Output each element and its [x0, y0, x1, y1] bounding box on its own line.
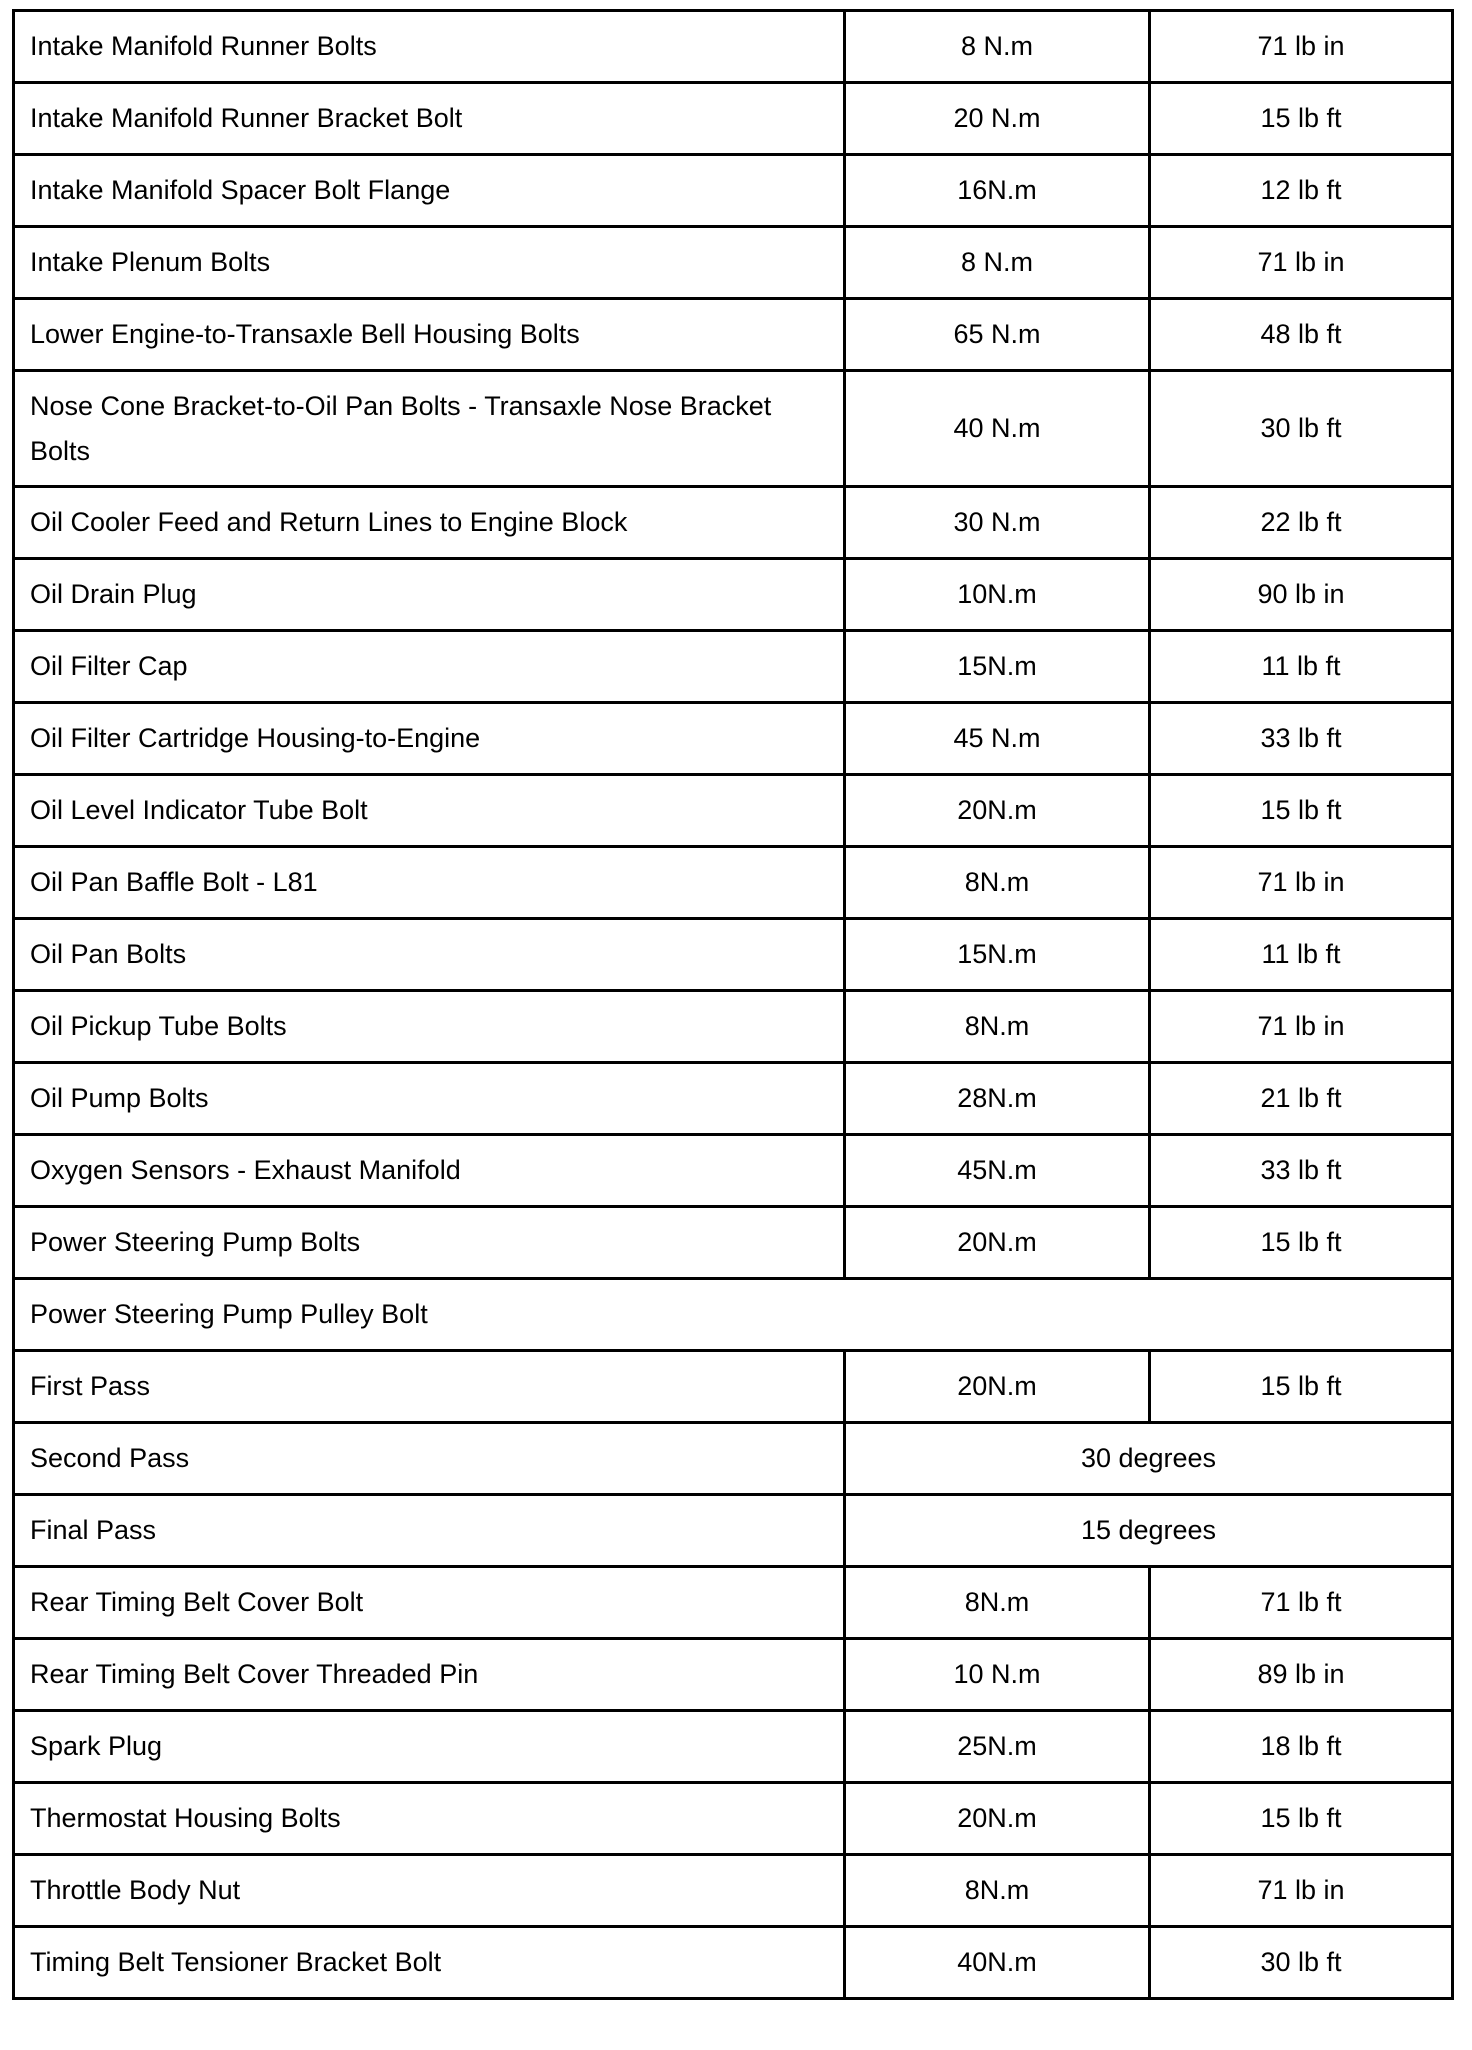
- component-description-cell: Lower Engine-to-Transaxle Bell Housing Bolts: [14, 299, 845, 371]
- table-row: [14, 299, 1453, 371]
- metric-torque-cell: 20N.m: [845, 1783, 1150, 1855]
- metric-torque-cell: 10N.m: [845, 559, 1150, 631]
- table-row: [14, 559, 1453, 631]
- metric-torque-cell: 8 N.m: [845, 227, 1150, 299]
- table-row: [14, 1567, 1453, 1639]
- metric-torque-cell: 15N.m: [845, 919, 1150, 991]
- english-torque-cell: 15 lb ft: [1150, 1783, 1453, 1855]
- component-description-cell: Rear Timing Belt Cover Threaded Pin: [14, 1639, 845, 1711]
- table-row: [14, 487, 1453, 559]
- component-description-cell: Thermostat Housing Bolts: [14, 1783, 845, 1855]
- metric-torque-cell: 20N.m: [845, 1351, 1150, 1423]
- metric-torque-cell: 8N.m: [845, 1567, 1150, 1639]
- table-row: [14, 919, 1453, 991]
- metric-torque-cell: 8N.m: [845, 847, 1150, 919]
- table-row: [14, 1927, 1453, 1999]
- component-description-cell: Oil Filter Cartridge Housing-to-Engine: [14, 703, 845, 775]
- component-description-cell: Power Steering Pump Bolts: [14, 1207, 845, 1279]
- angle-value-cell: 30 degrees: [845, 1423, 1453, 1495]
- component-description-cell: Oil Filter Cap: [14, 631, 845, 703]
- component-description-cell: Intake Plenum Bolts: [14, 227, 845, 299]
- table-row: [14, 1783, 1453, 1855]
- metric-torque-cell: 65 N.m: [845, 299, 1150, 371]
- component-description-cell: Oxygen Sensors - Exhaust Manifold: [14, 1135, 845, 1207]
- component-description-cell: Second Pass: [14, 1423, 845, 1495]
- component-description-cell: Oil Level Indicator Tube Bolt: [14, 775, 845, 847]
- english-torque-cell: 21 lb ft: [1150, 1063, 1453, 1135]
- component-description-cell: Spark Plug: [14, 1711, 845, 1783]
- component-description-cell: First Pass: [14, 1351, 845, 1423]
- table-row: [14, 371, 1453, 487]
- table-row: [14, 1351, 1453, 1423]
- table-row: [14, 1207, 1453, 1279]
- table-row: [14, 1639, 1453, 1711]
- english-torque-cell: 11 lb ft: [1150, 919, 1453, 991]
- table-row: [14, 631, 1453, 703]
- torque-specifications-table: [12, 9, 1454, 2000]
- english-torque-cell: 71 lb in: [1150, 1855, 1453, 1927]
- metric-torque-cell: 45N.m: [845, 1135, 1150, 1207]
- english-torque-cell: 15 lb ft: [1150, 1351, 1453, 1423]
- english-torque-cell: 18 lb ft: [1150, 1711, 1453, 1783]
- english-torque-cell: 71 lb in: [1150, 991, 1453, 1063]
- metric-torque-cell: 40 N.m: [845, 371, 1150, 487]
- table-row: [14, 775, 1453, 847]
- component-description-cell: Throttle Body Nut: [14, 1855, 845, 1927]
- table-row: [14, 991, 1453, 1063]
- table-row: [14, 1711, 1453, 1783]
- english-torque-cell: 33 lb ft: [1150, 703, 1453, 775]
- english-torque-cell: 71 lb in: [1150, 227, 1453, 299]
- english-torque-cell: 90 lb in: [1150, 559, 1453, 631]
- component-description-cell: Oil Pan Bolts: [14, 919, 845, 991]
- table-row: [14, 1423, 1453, 1495]
- table-body: [14, 11, 1453, 1999]
- english-torque-cell: 30 lb ft: [1150, 1927, 1453, 1999]
- english-torque-cell: 22 lb ft: [1150, 487, 1453, 559]
- component-description-cell: Nose Cone Bracket-to-Oil Pan Bolts - Transaxle Nose Bracket Bolts: [14, 371, 845, 487]
- component-description-cell: Power Steering Pump Pulley Bolt: [14, 1279, 1453, 1351]
- english-torque-cell: 30 lb ft: [1150, 371, 1453, 487]
- metric-torque-cell: 8N.m: [845, 991, 1150, 1063]
- component-description-cell: Timing Belt Tensioner Bracket Bolt: [14, 1927, 845, 1999]
- component-description-cell: Intake Manifold Runner Bracket Bolt: [14, 83, 845, 155]
- metric-torque-cell: 8N.m: [845, 1855, 1150, 1927]
- component-description-cell: Rear Timing Belt Cover Bolt: [14, 1567, 845, 1639]
- table-row: [14, 11, 1453, 83]
- metric-torque-cell: 15N.m: [845, 631, 1150, 703]
- metric-torque-cell: 16N.m: [845, 155, 1150, 227]
- component-description-cell: Oil Cooler Feed and Return Lines to Engine Block: [14, 487, 845, 559]
- table-row: [14, 227, 1453, 299]
- table-row: [14, 703, 1453, 775]
- metric-torque-cell: 10 N.m: [845, 1639, 1150, 1711]
- english-torque-cell: 71 lb in: [1150, 11, 1453, 83]
- component-description-cell: Oil Pickup Tube Bolts: [14, 991, 845, 1063]
- metric-torque-cell: 45 N.m: [845, 703, 1150, 775]
- english-torque-cell: 15 lb ft: [1150, 775, 1453, 847]
- component-description-cell: Intake Manifold Spacer Bolt Flange: [14, 155, 845, 227]
- english-torque-cell: 15 lb ft: [1150, 1207, 1453, 1279]
- table-row: [14, 847, 1453, 919]
- english-torque-cell: 33 lb ft: [1150, 1135, 1453, 1207]
- metric-torque-cell: 20N.m: [845, 1207, 1150, 1279]
- metric-torque-cell: 28N.m: [845, 1063, 1150, 1135]
- metric-torque-cell: 20N.m: [845, 775, 1150, 847]
- metric-torque-cell: 20 N.m: [845, 83, 1150, 155]
- table-row: [14, 1495, 1453, 1567]
- component-description-cell: Final Pass: [14, 1495, 845, 1567]
- english-torque-cell: 71 lb ft: [1150, 1567, 1453, 1639]
- table-row: [14, 155, 1453, 227]
- component-description-cell: Oil Pump Bolts: [14, 1063, 845, 1135]
- metric-torque-cell: 25N.m: [845, 1711, 1150, 1783]
- metric-torque-cell: 8 N.m: [845, 11, 1150, 83]
- english-torque-cell: 71 lb in: [1150, 847, 1453, 919]
- table-row: [14, 83, 1453, 155]
- component-description-cell: Intake Manifold Runner Bolts: [14, 11, 845, 83]
- table-row: [14, 1135, 1453, 1207]
- english-torque-cell: 12 lb ft: [1150, 155, 1453, 227]
- table-row: [14, 1063, 1453, 1135]
- english-torque-cell: 11 lb ft: [1150, 631, 1453, 703]
- table-row: [14, 1855, 1453, 1927]
- table-section-heading-row: [14, 1279, 1453, 1351]
- component-description-cell: Oil Drain Plug: [14, 559, 845, 631]
- english-torque-cell: 48 lb ft: [1150, 299, 1453, 371]
- metric-torque-cell: 40N.m: [845, 1927, 1150, 1999]
- english-torque-cell: 15 lb ft: [1150, 83, 1453, 155]
- english-torque-cell: 89 lb in: [1150, 1639, 1453, 1711]
- angle-value-cell: 15 degrees: [845, 1495, 1453, 1567]
- component-description-cell: Oil Pan Baffle Bolt - L81: [14, 847, 845, 919]
- metric-torque-cell: 30 N.m: [845, 487, 1150, 559]
